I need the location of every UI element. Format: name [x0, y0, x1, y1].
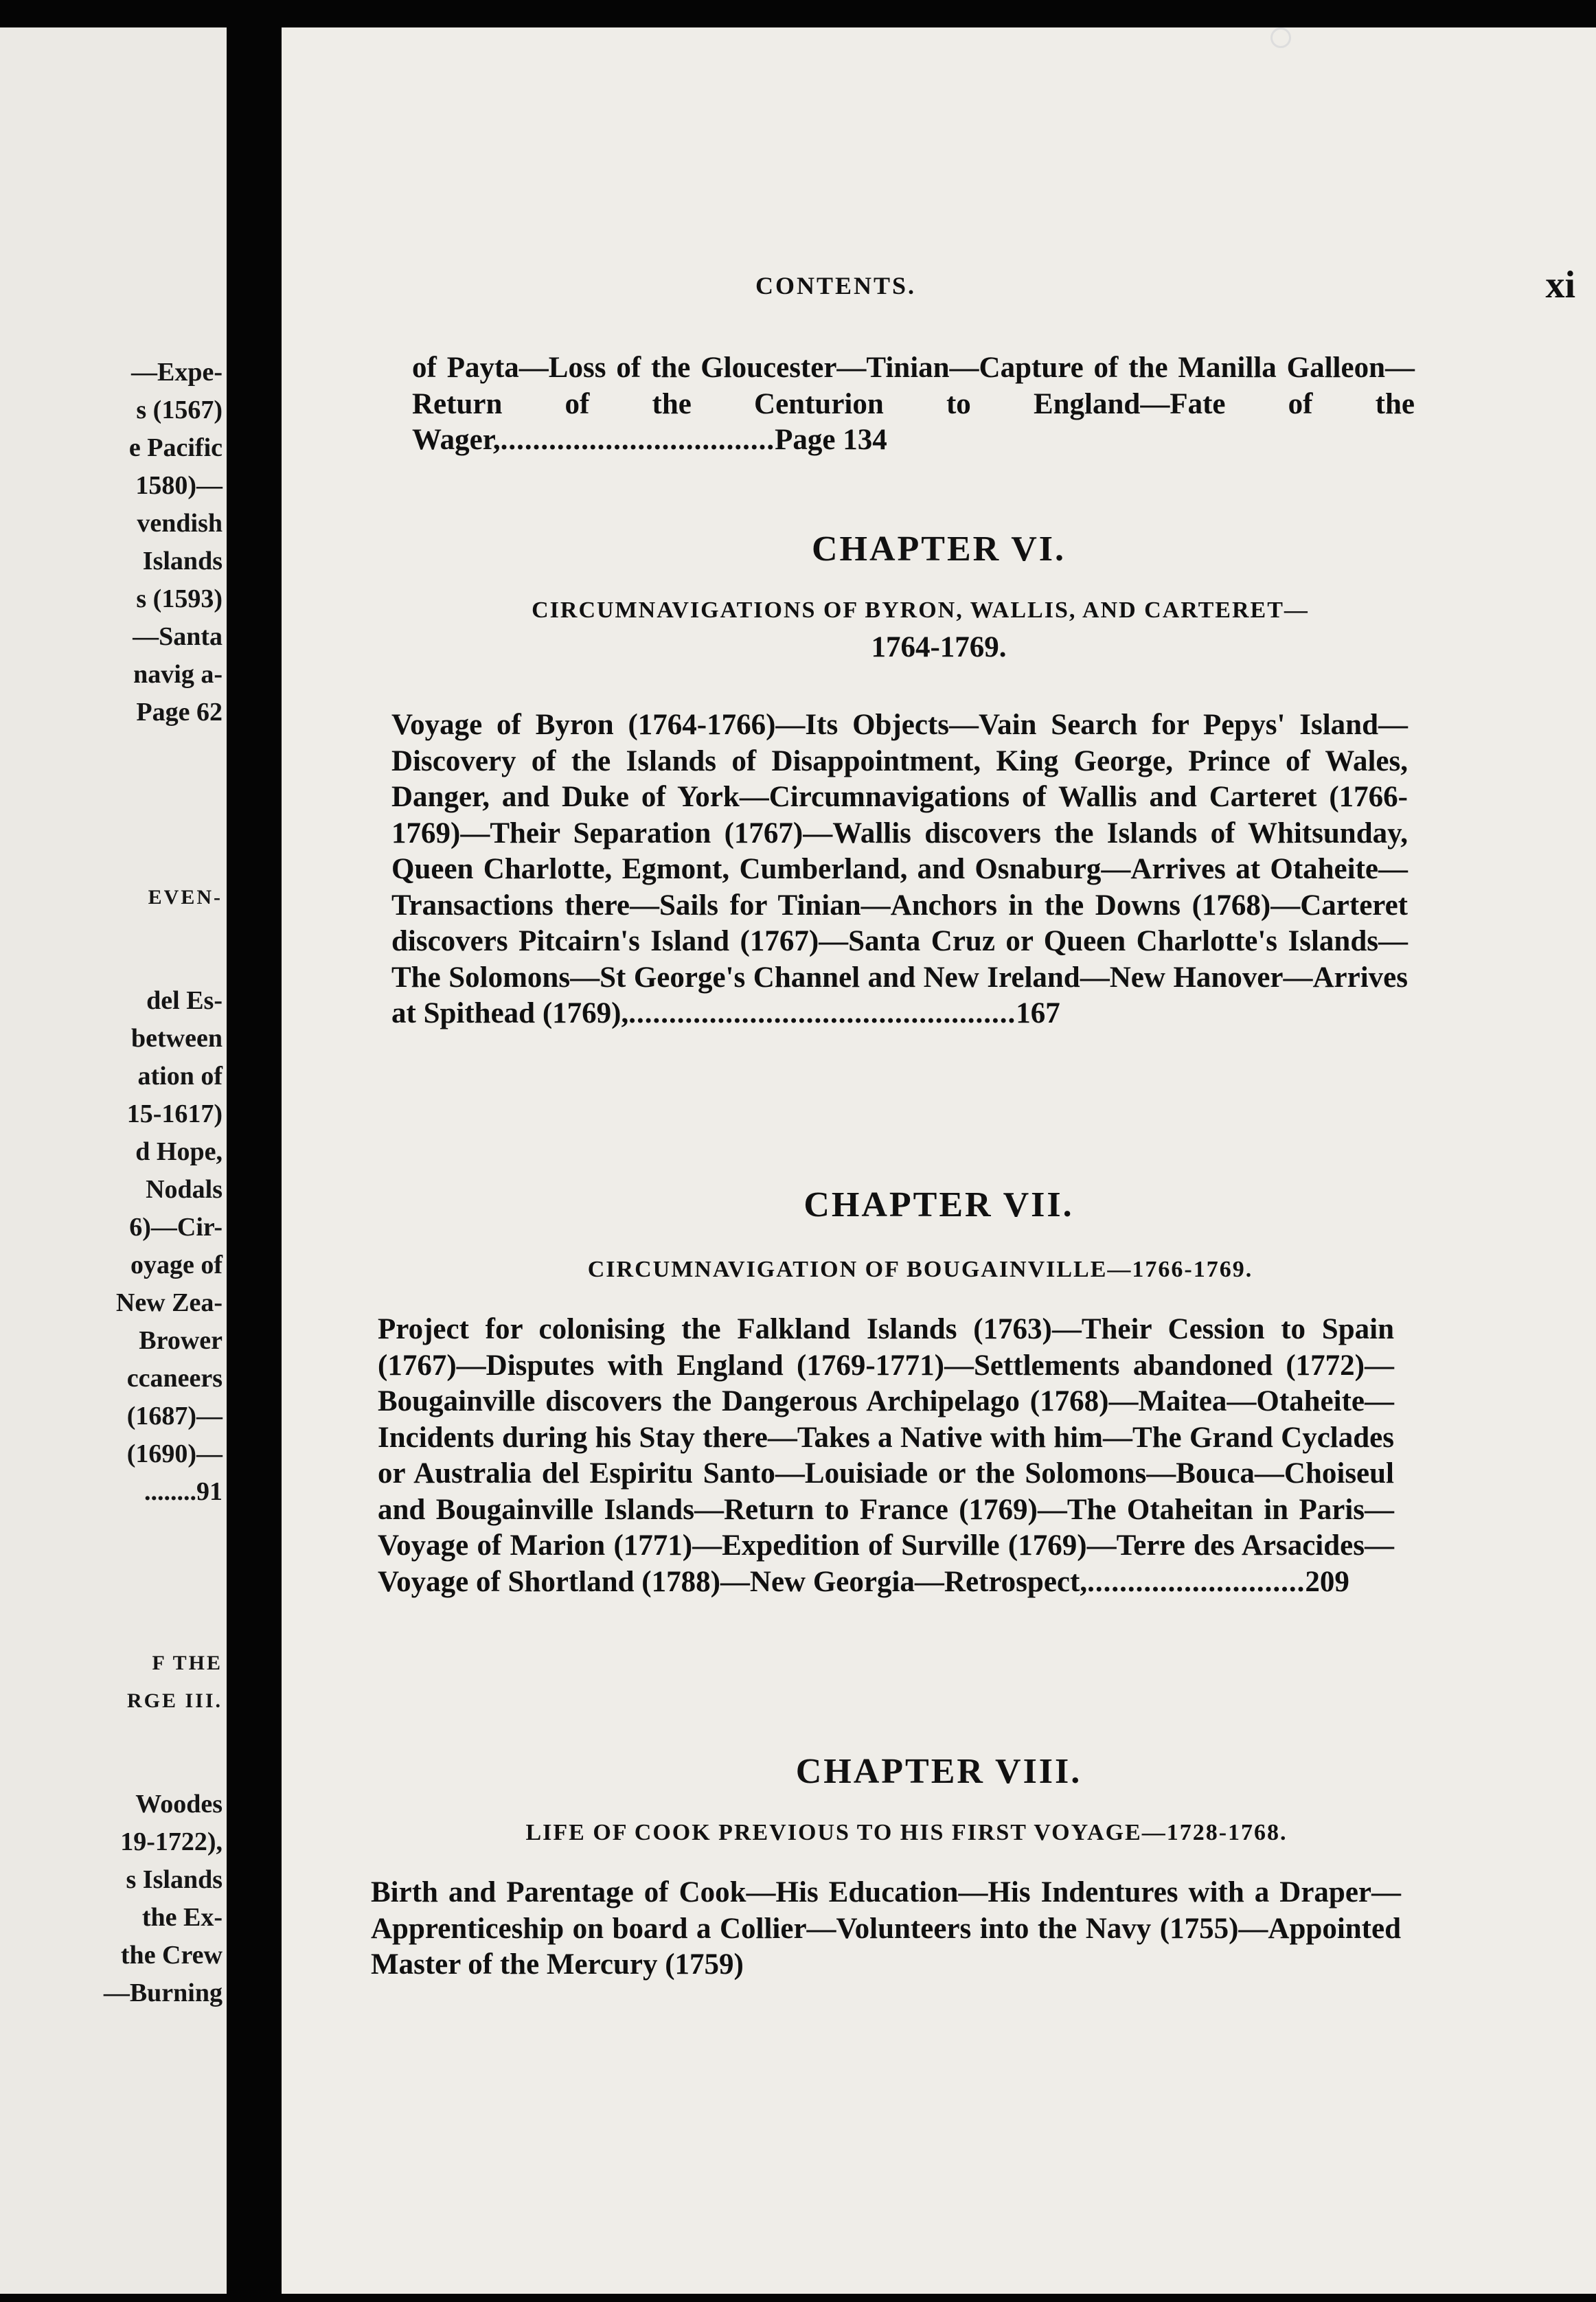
dot-leader: ................................................ [628, 997, 1016, 1029]
facing-page-line: New Zea- [115, 1288, 223, 1317]
facing-page-line: —Expe- [131, 358, 223, 387]
chapter-6-summary: Voyage of Byron (1764-1766)—Its Objects—Vain Search for Pepys' Island—Discovery of the Islands of Disappointment, King George, Prince of Wales, Danger, and Duke of York—Circumnavigations of Wallis and Carteret (1766-1769)—Their Separation (1767)—Wallis discovers the Islands of Whitsunday, Queen Charlotte, Egmont, Cumberland, and Osnaburg—Arrives at Otaheite—Transactions there—Sails for Tinian—Anchors in the Downs (1768)—Carteret discovers Pitcairn's Island (1767)—Santa Cruz or Queen Charlotte's Islands—The Solomons—St George's Channel and New Ireland—New Hanover—Arrives at Spithead (1769), [391, 709, 1408, 1029]
facing-page-line: —Burning [103, 1979, 223, 2007]
chapter-8-summary: Birth and Parentage of Cook—His Education—His Indentures with a Draper—Apprenticeship on board a Collier—Volunteers into the Navy (1755)—Appointed Master of the Mercury (1759) [371, 1876, 1401, 1981]
chapter-6-page: 167 [1016, 997, 1060, 1029]
facing-page-line: between [131, 1024, 223, 1053]
dot-leader: ........................... [1087, 1565, 1306, 1598]
facing-page-line: the Crew [120, 1941, 223, 1970]
facing-page-line: navig a- [133, 660, 223, 689]
facing-page-line: —Santa [133, 622, 223, 651]
facing-page-line: ........91 [144, 1477, 223, 1506]
facing-page-line: RGE III. [126, 1689, 223, 1712]
facing-page-line: vendish [137, 509, 223, 538]
continuation-text: of Payta—Loss of the Gloucester—Tinian—Capture of the Manilla Galleon—Return of the Centurion to England—Fate of the Wager, [412, 352, 1415, 456]
contents-page [282, 27, 1596, 2294]
facing-page-line: EVEN- [148, 886, 223, 909]
facing-page-line: ation of [137, 1062, 223, 1091]
chapter-7-page: 209 [1305, 1565, 1349, 1598]
running-head-title: CONTENTS. [755, 272, 917, 299]
facing-page-line: Brower [139, 1326, 223, 1355]
facing-page-line: del Es- [146, 986, 223, 1015]
facing-page-line: Page 62 [136, 698, 223, 727]
chapter-8-heading: CHAPTER VIII. [795, 1752, 1082, 1791]
facing-page-line: Islands [142, 547, 223, 576]
page-number: xi [1545, 264, 1575, 306]
facing-page-line: 1580)— [135, 471, 223, 500]
chapter-8-summary-entry [371, 1875, 1401, 1983]
facing-page-line: ccaneers [126, 1364, 223, 1393]
facing-page-line: oyage of [130, 1251, 223, 1279]
chapter-6-summary-entry [391, 707, 1408, 1032]
dot-leader: .................................. [500, 424, 775, 456]
facing-page-line: s (1567) [136, 396, 223, 424]
running-head [282, 264, 1596, 312]
facing-page-line: e Pacific [128, 433, 223, 462]
facing-page-fragment [0, 27, 227, 2294]
facing-page-line: F THE [152, 1652, 223, 1674]
facing-page-line: the Ex- [141, 1903, 223, 1932]
facing-page-line: d Hope, [135, 1137, 223, 1166]
facing-page-line: s Islands [126, 1865, 223, 1894]
facing-page-line: (1690)— [126, 1439, 223, 1468]
chapter-6-subtitle: CIRCUMNAVIGATIONS OF BYRON, WALLIS, AND CARTERET— [532, 597, 1309, 623]
chapter-8-subtitle: LIFE OF COOK PREVIOUS TO HIS FIRST VOYAGE—1728-1768. [525, 1820, 1288, 1845]
page-hole-mark [1270, 27, 1291, 48]
continuation-entry [412, 350, 1415, 459]
facing-page-line: 19-1722), [120, 1827, 223, 1856]
facing-page-line: 15-1617) [126, 1099, 223, 1128]
chapter-7-subtitle: CIRCUMNAVIGATION OF BOUGAINVILLE—1766-1769. [587, 1257, 1253, 1282]
chapter-7-heading: CHAPTER VII. [803, 1185, 1074, 1224]
chapter-6-heading: CHAPTER VI. [811, 529, 1067, 569]
chapter-7-summary-entry [378, 1312, 1394, 1600]
facing-page-line: Nodals [146, 1175, 223, 1204]
chapter-7-summary: Project for colonising the Falkland Islands (1763)—Their Cession to Spain (1767)—Disputes with England (1769-1771)—Settlements abandoned (1772)—Bougainville discovers the Dangerous Archipelago (1768)—Maitea—Otaheite—Incidents during his Stay there—Takes a Native with him—The Grand Cyclades or Australia del Espiritu Santo—Louisiade or the Solomons—Bouca—Choiseul and Bougainville Islands—Return to France (1769)—The Otaheitan in Paris—Voyage of Marion (1771)—Expedition of Surville (1769)—Terre des Arsacides—Voyage of Shortland (1788)—New Georgia—Retrospect, [378, 1313, 1394, 1598]
chapter-6-dates: 1764-1769. [871, 631, 1007, 663]
facing-page-line: (1687)— [126, 1402, 223, 1431]
facing-page-line: 6)—Cir- [129, 1213, 223, 1242]
continuation-page: Page 134 [775, 424, 887, 456]
facing-page-line: s (1593) [136, 584, 223, 613]
facing-page-line: Woodes [135, 1790, 223, 1819]
